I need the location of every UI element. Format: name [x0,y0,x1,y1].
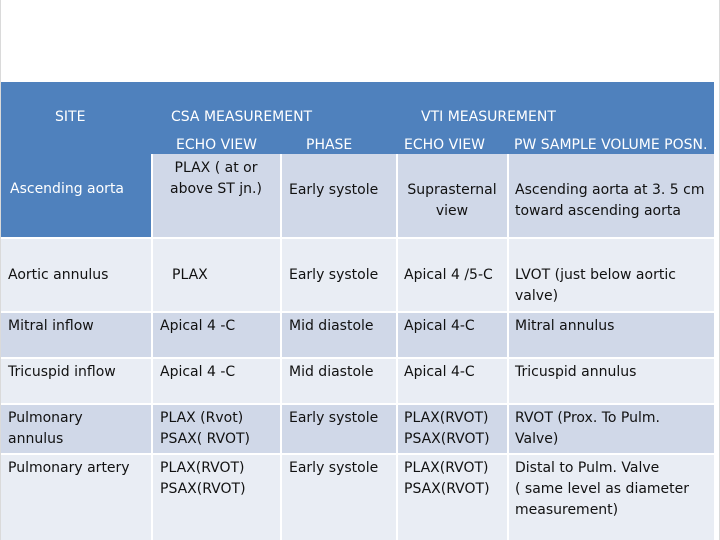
cell-pw-sample: Mitral annulus [515,318,615,334]
cell-csa-view: Apical 4 -C [160,364,236,380]
cell-site: Ascending aorta [10,181,125,197]
cell-pw-sample: LVOT (just below aortic valve) [515,267,676,304]
cell-phase: Early systole [289,182,379,198]
cell-csa-view: Apical 4 -C [160,318,236,334]
slide-top-blank [0,0,720,82]
header-site: SITE [55,109,86,125]
header-phase: PHASE [306,137,353,153]
cell-site: Mitral inflow [8,318,94,334]
grid-line [151,154,153,540]
cell-phase: Mid diastole [289,318,374,334]
cell-pw-sample: RVOT (Prox. To Pulm. Valve) [515,410,660,447]
cell-csa-view: PLAX (Rvot) PSAX( RVOT) [160,410,250,447]
cell-vti-view: Apical 4-C [404,364,475,380]
grid-line [0,357,714,359]
cell-vti-view: Apical 4 /5-C [404,267,493,283]
cell-pw-sample: Ascending aorta at 3. 5 cm toward ascending aorta [515,182,705,219]
cell-vti-view: Suprasternal view [407,182,497,219]
cell-phase: Early systole [289,410,379,426]
grid-line [507,154,509,540]
cell-csa-view: PLAX ( at or above ST jn.) [170,160,262,197]
header-vti-measurement: VTI MEASUREMENT [421,109,556,125]
grid-line [0,311,714,313]
cell-site: Pulmonary annulus [8,410,83,447]
grid-line [0,403,714,405]
grid-line [0,237,714,239]
cell-site: Tricuspid inflow [8,364,116,380]
cell-csa-view: PLAX(RVOT) PSAX(RVOT) [160,460,246,497]
cell-pw-sample: Distal to Pulm. Valve ( same level as diameter measurement) [515,460,690,518]
cell-vti-view: PLAX(RVOT) PSAX(RVOT) [404,460,490,497]
header-csa-echo-view: ECHO VIEW [176,137,258,153]
header-pw-sample-volume: PW SAMPLE VOLUME POSN. [514,137,708,153]
cell-site: Pulmonary artery [8,460,130,476]
cell-phase: Early systole [289,267,379,283]
cell-vti-view: PLAX(RVOT) PSAX(RVOT) [404,410,490,447]
echo-measurement-table [0,82,720,540]
cell-csa-view: PLAX [172,267,208,283]
cell-site: Aortic annulus [8,267,109,283]
cell-pw-sample: Tricuspid annulus [515,364,637,380]
header-vti-echo-view: ECHO VIEW [404,137,486,153]
grid-line [0,453,714,455]
grid-line [280,154,282,540]
cell-phase: Early systole [289,460,379,476]
cell-vti-view: Apical 4-C [404,318,475,334]
header-csa-measurement: CSA MEASUREMENT [171,109,313,125]
cell-phase: Mid diastole [289,364,374,380]
